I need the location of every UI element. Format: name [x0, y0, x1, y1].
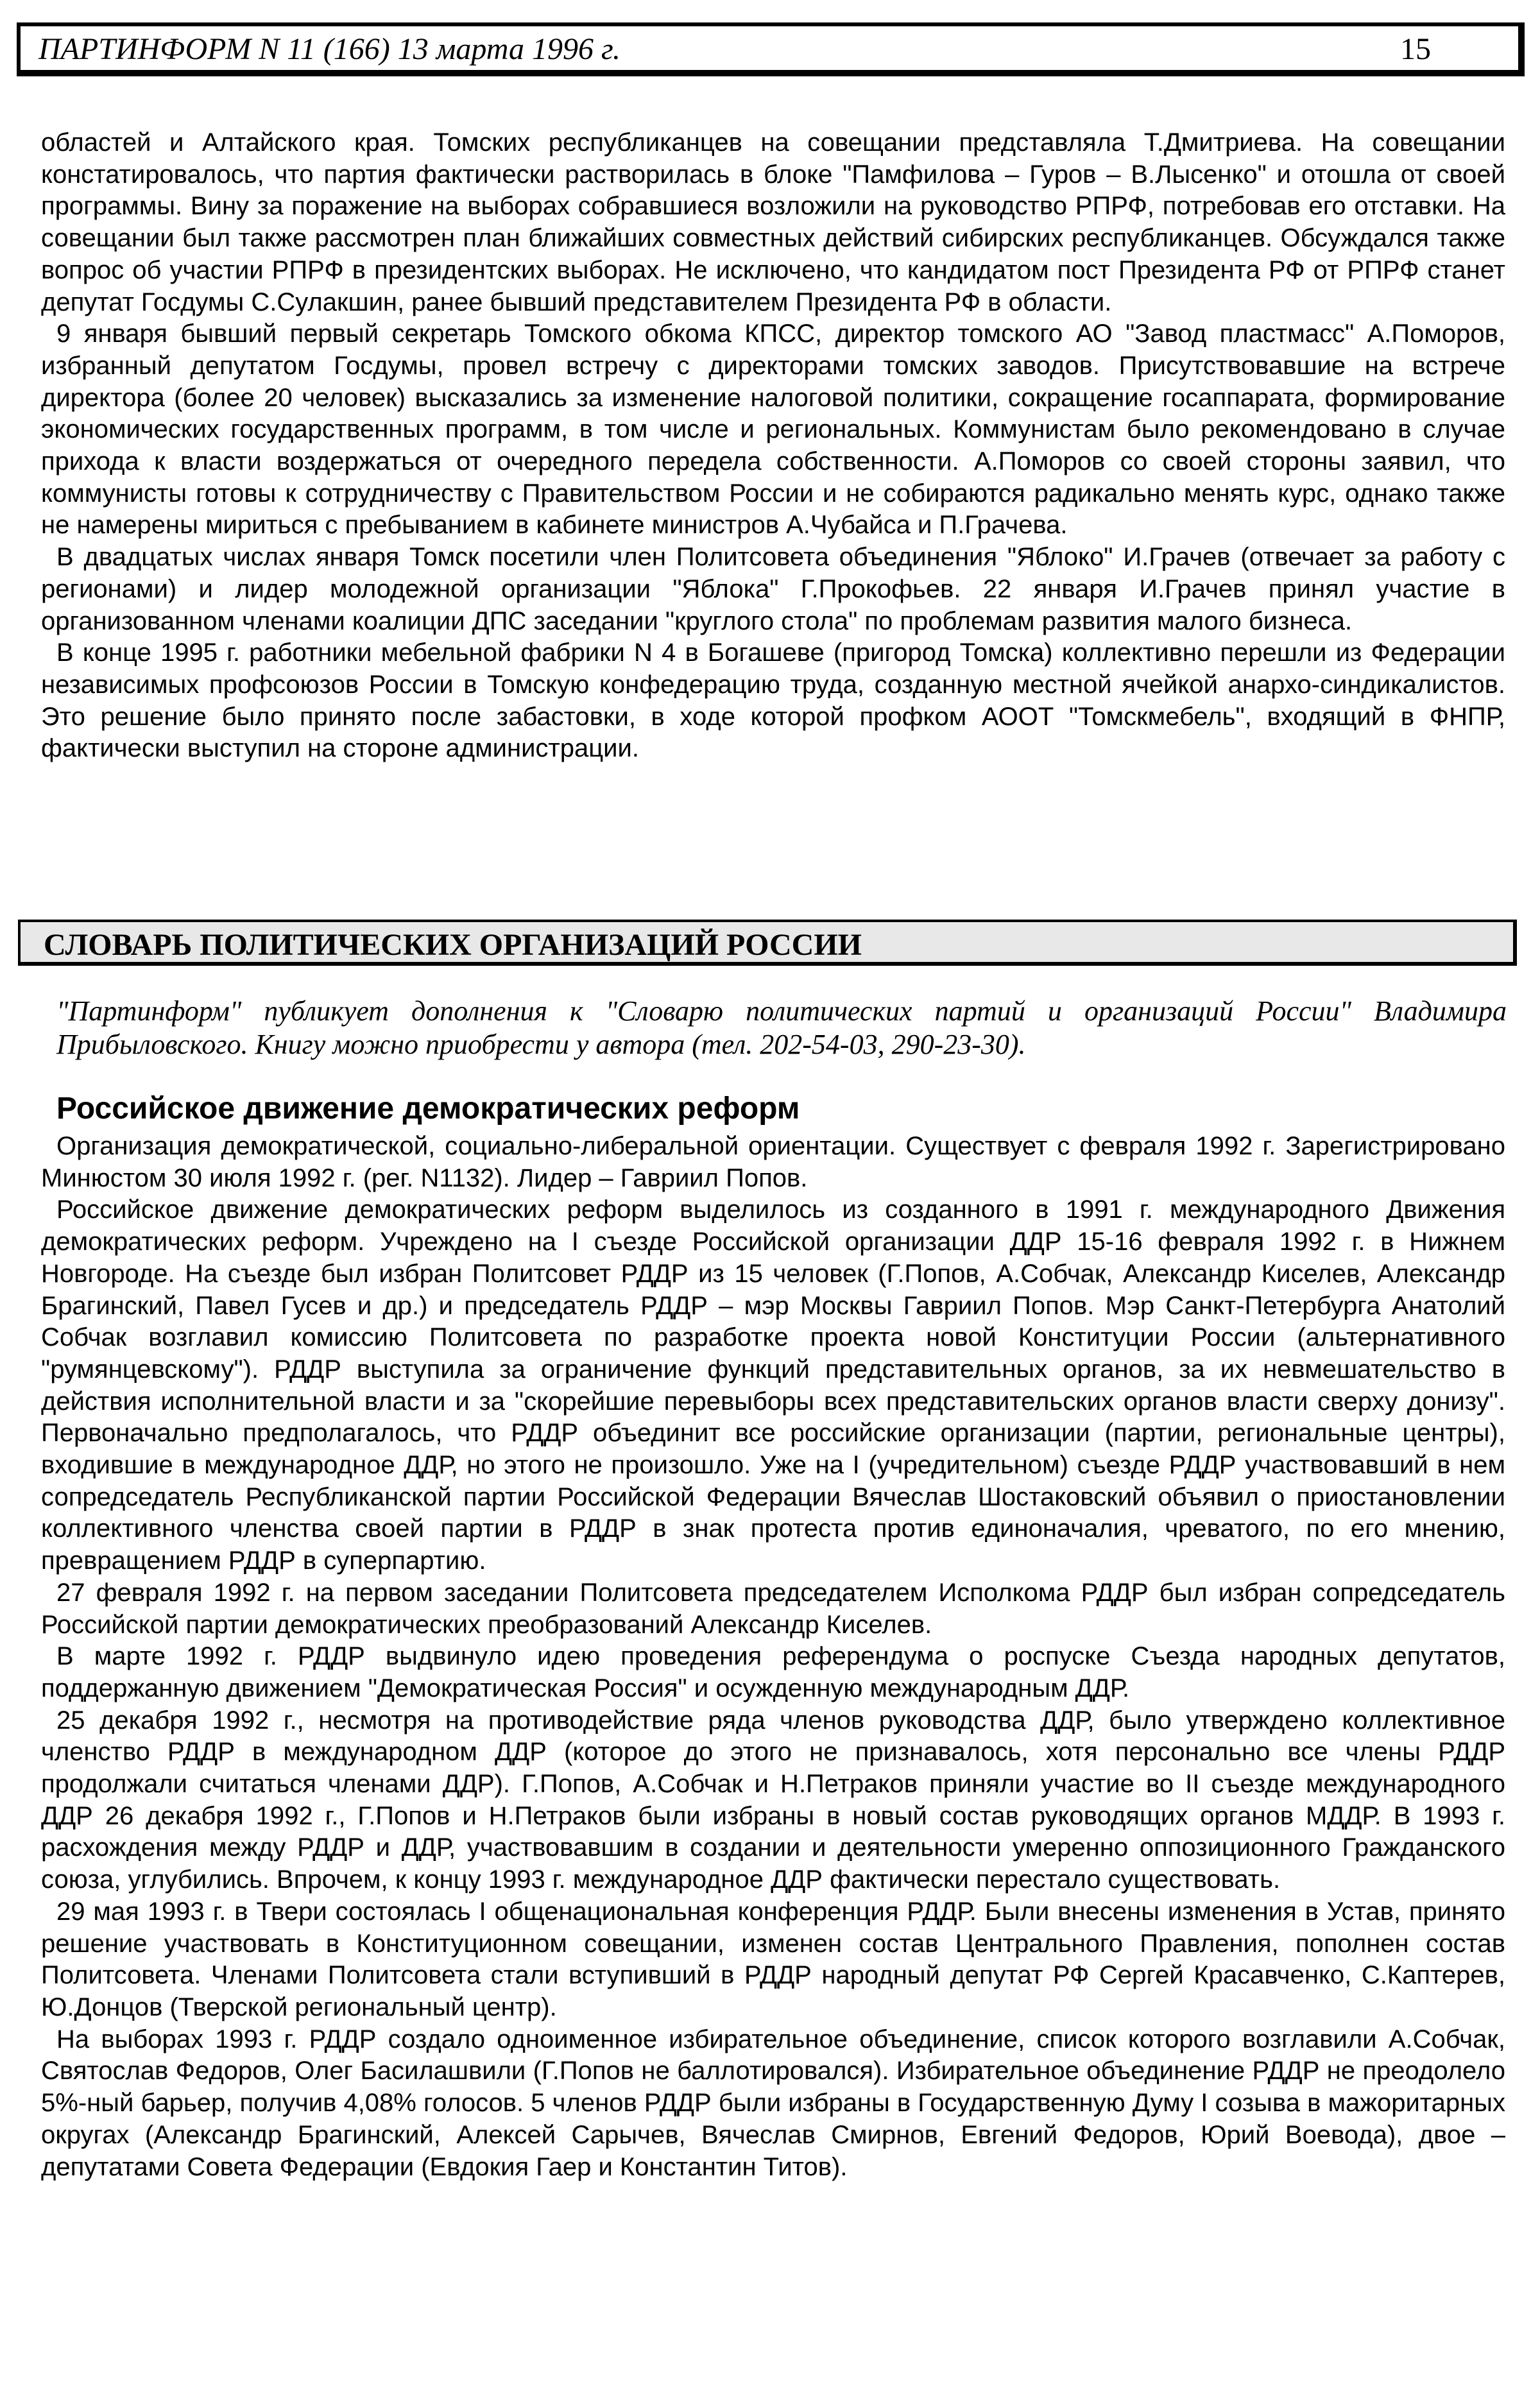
paragraph: областей и Алтайского края. Томских республиканцев на совещании представляла Т.Дмитриева. На совещании констатировалось, что партия фактически растворилась в блоке "Памфилова – Гуров – В.Лысенко" и отошла от своей программы. Вину за поражение на выборах собравшиеся возложили на руководство РПРФ, потребовав его отставки. На совещании был также рассмотрен план ближайших совместных действий сибирских республиканцев. Обсуждался также вопрос об участии РПРФ в президентских выборах. Не исключено, что кандидатом пост Президента РФ от РПРФ станет депутат Госдумы С.Сулакшин, ранее бывший представителем Президента РФ в области. — [41, 128, 1505, 316]
paragraph: Организация демократической, социально-либеральной ориентации. Существует с февраля 1992 г. Зарегистрировано Минюстом 30 июля 1992 г. (рег. N1132). Лидер – Гавриил Попов. — [41, 1132, 1505, 1192]
section-title: СЛОВАРЬ ПОЛИТИЧЕСКИХ ОРГАНИЗАЦИЙ РОССИИ — [44, 928, 862, 962]
paragraph: В конце 1995 г. работники мебельной фабрики N 4 в Богашеве (пригород Томска) коллективно перешли из Федерации независимых профсоюзов России в Томскую конфедерацию труда, созданную местной ячейкой анархо-синдикалистов. Это решение было принято после забастовки, в ходе которой профком АООТ "Томскмебель", входящий в ФНПР, фактически выступил на стороне администрации. — [41, 638, 1505, 763]
paragraph: На выборах 1993 г. РДДР создало одноименное избирательное объединение, список которого возглавили А.Собчак, Святослав Федоров, Олег Басилашвили (Г.Попов не баллотировался). Избирательное объединение РДДР не преодолело 5%-ный барьер, получив 4,08% голосов. 5 членов РДДР были избраны в Государственную Думу I созыва в мажоритарных округах (Александр Брагинский, Алексей Сарычев, Вячеслав Смирнов, Евгений Федоров, Юрий Воевода), двое – депутатами Совета Федерации (Евдокия Гаер и Константин Титов). — [41, 2025, 1505, 2181]
paragraph: 25 декабря 1992 г., несмотря на противодействие ряда членов руководства ДДР, было утверждено коллективное членство РДДР в международном ДДР (которое до этого не признавалось, хотя персонально все члены РДДР продолжали считаться членами ДДР). Г.Попов, А.Собчак и Н.Петраков приняли участие во II съезде международного ДДР 26 декабря 1992 г., Г.Попов и Н.Петраков были избраны в новый состав руководящих органов МДДР. В 1993 г. расхождения между РДДР и ДДР, участвовавшим в создании и деятельности умеренно оппозиционного Гражданского союза, углубились. Впрочем, к концу 1993 г. международное ДДР фактически перестало существовать. — [41, 1706, 1505, 1894]
paragraph: В двадцатых числах января Томск посетили член Политсовета объединения "Яблоко" И.Грачев (отвечает за работу с регионами) и лидер молодежной организации "Яблока" Г.Прокофьев. 22 января И.Грачев принял участие в организованном членами коалиции ДПС заседании "круглого стола" по проблемам развития малого бизнеса. — [41, 543, 1505, 635]
paragraph: 9 января бывший первый секретарь Томского обкома КПСС, директор томского АО "Завод пластмасс" А.Поморов, избранный депутатом Госдумы, провел встречу с директорами томских заводов. Присутствовавшие на встрече директора (более 20 человек) высказались за изменение налоговой политики, сокращение госаппарата, формирование экономических государственных программ, в том числе и региональных. Коммунистам было рекомендовано в случае прихода к власти воздержаться от очередного передела собственности. А.Поморов со своей стороны заявил, что коммунисты готовы к сотрудничеству с Правительством России и не собираются радикально менять курс, однако также не намерены мириться с пребыванием в кабинете министров А.Чубайса и П.Грачева. — [41, 320, 1505, 540]
page-number: 15 — [1400, 32, 1431, 66]
paragraph: 29 мая 1993 г. в Твери состоялась I общенациональная конференция РДДР. Были внесены изменения в Устав, принято решение участвовать в Конституционном совещании, изменен состав Центрального Правления, пополнен состав Политсовета. Членами Политсовета стали вступивший в РДДР народный депутат РФ Сергей Красавченко, С.Каптерев, Ю.Донцов (Тверской региональный центр). — [41, 1897, 1505, 2021]
entry-body — [41, 1131, 1505, 2183]
page-header — [17, 22, 1525, 76]
paragraph: 27 февраля 1992 г. на первом заседании Политсовета председателем Исполкома РДДР был избран сопредседатель Российской партии демократических преобразований Александр Киселев. — [41, 1578, 1505, 1639]
publication-title: ПАРТИНФОРМ N 11 (166) 13 марта 1996 г. — [38, 32, 621, 66]
article-continuation — [41, 127, 1505, 765]
paragraph: Российское движение демократических реформ выделилось из созданного в 1991 г. международного Движения демократических реформ. Учреждено на I съезде Российской организации ДДР 15-16 февраля 1992 г. в Нижнем Новгороде. На съезде был избран Политсовет РДДР из 15 человек (Г.Попов, А.Собчак, Александр Киселев, Александр Брагинский, Павел Гусев и др.) и председатель РДДР – мэр Москвы Гавриил Попов. Мэр Санкт-Петербурга Анатолий Собчак возглавил комиссию Политсовета по разработке проекта новой Конституции России (альтернативного "румянцевскому"). РДДР выступила за ограничение функций представительных органов, за их невмешательство в действия исполнительной власти и за "скорейшие перевыборы всех представительских органов власти сверху донизу". Первоначально предполагалось, что РДДР объединит все российские организации (партии, региональные центры), входившие в международное ДДР, но этого не произошло. Уже на I (учредительном) съезде РДДР участвовавший в нем сопредседатель Республиканской партии Российской Федерации Вячеслав Шостаковский объявил о приостановлении коллективного членства своей партии в РДДР в знак протеста против единоначалия, чреватого, по его мнению, превращением РДДР в суперпартию. — [41, 1195, 1505, 1575]
section-intro: "Партинформ" публикует дополнения к "Словарю политических партий и организаций России" Владимира Прибыловского. Книгу можно приобрести у автора (тел. 202-54-03, 290-23-30). — [56, 995, 1507, 1060]
paragraph: В марте 1992 г. РДДР выдвинуло идею проведения референдума о роспуске Съезда народных депутатов, поддержанную движением "Демократическая Россия" и осужденную международным ДДР. — [41, 1642, 1505, 1702]
section-header — [18, 920, 1517, 966]
entry-title: Российское движение демократических реформ — [56, 1092, 800, 1126]
